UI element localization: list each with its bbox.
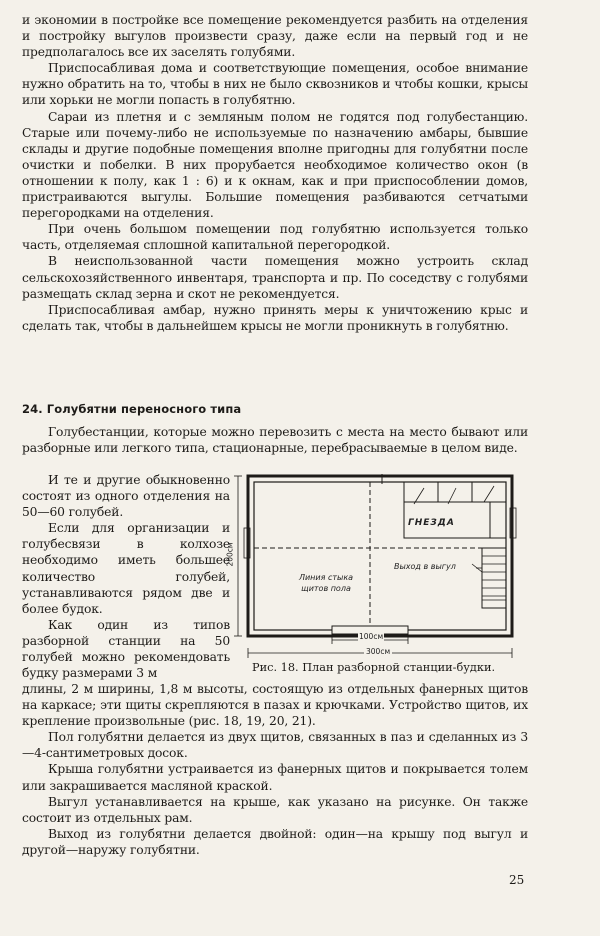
label-nests: ГНЕЗДА <box>408 518 455 528</box>
page-number: 25 <box>509 873 525 887</box>
paragraph: Голубестанции, которые можно перевозить с места на место бывают или разборные или легкого типа, стационарные, перебрасываемые в целом виде. <box>22 425 528 456</box>
paragraph: Приспосабливая дома и соответствующие помещения, особое внимание нужно обратить на то, чтобы в них не было сквозников и чтобы кошки, крысы или хорьки не могли попасть в голубятню. <box>22 61 528 108</box>
paragraph: Как один из типов разборной станции на 50 голубей можно рекомендовать будку размерами 3 м <box>22 617 230 681</box>
mid-text-block <box>22 424 528 456</box>
dim-door: 100см <box>359 632 384 641</box>
inner-wall <box>254 482 506 630</box>
paragraph: И те и другие обыкновенно состоят из одного отделения на 50—60 голубей. <box>22 473 230 520</box>
paragraph: Приспосабливая амбар, нужно принять меры к уничтожению крыс и сделать так, чтобы в дальнейшем крысы не могли проникнуть в голубятню. <box>22 302 528 333</box>
paragraph: Пол голубятни делается из двух щитов, связанных в паз и сделанных из 3—4-сантиметровых досок. <box>22 730 528 761</box>
paragraph: При очень большом помещении под голубятню используется только часть, отделяемая сплошной капитальной перегородкой. <box>22 222 528 253</box>
paragraph: Если для организации и голубесвязи в колхозе необходимо иметь большее количество голубей, устанавливаются рядом две и более будок. <box>22 521 230 616</box>
paragraph: и экономии в постройке все помещение рекомендуется разбить на отделения и постройку выгулов произвести сразу, даже если на первый год и не предполагалось все их заселять голубями. <box>22 13 528 60</box>
exit-ladder <box>482 548 506 608</box>
top-text-block <box>22 12 528 334</box>
bottom-text-block <box>22 681 528 858</box>
paragraph: В неиспользованной части помещения можно устроить склад сельскохозяйственного инвентаря, транспорта и пр. По соседству с голубями размещать склад зерна и скот не рекомендуется. <box>22 254 528 301</box>
paragraph: Крыша голубятни устраивается из фанерных щитов и покрывается толем или закрашивается масляной краской. <box>22 762 528 793</box>
narrow-text-column <box>22 472 230 681</box>
label-exit: Выход в выгул <box>394 562 456 571</box>
paragraph: Выход из голубятни делается двойной: один—на крышу под выгул и другой—наружу голубятни. <box>22 826 528 857</box>
dim-width: 300см <box>366 647 391 656</box>
floor-plan-figure <box>225 468 528 678</box>
label-seam: Линия стыка щитов пола <box>298 573 354 593</box>
paragraph: длины, 2 м ширины, 1,8 м высоты, состоящую из отдельных фанерных щитов на каркасе; эти щиты скрепляются в пазах и крючками. Устройство щитов, их крепление произвольные (рис. 18, 19, 20, 21). <box>22 682 528 729</box>
dim-height: 200см <box>225 542 235 567</box>
paragraph: Выгул устанавливается на крыше, как указано на рисунке. Он также состоит из отдельных рам. <box>22 794 528 825</box>
paragraph: Сараи из плетня и с земляным полом не годятся под голубестанцию. Старые или почему-либо не используемые по назначению амбары, бывшие склады и другие подобные помещения вполне пригодны для голубятни после очистки и побелки. В них прорубается необходимое количество окон (в отношении к полу, как 1 : 6) и к окнам, как и при приспособлении домов, пристраиваются выгулы. Большие помещения разбиваются сетчатыми перегородками на отделения. <box>22 109 528 221</box>
section-heading: 24. Голубятни переносного типа <box>22 402 242 416</box>
figure-caption: Рис. 18. План разборной станции-будки. <box>252 661 496 674</box>
